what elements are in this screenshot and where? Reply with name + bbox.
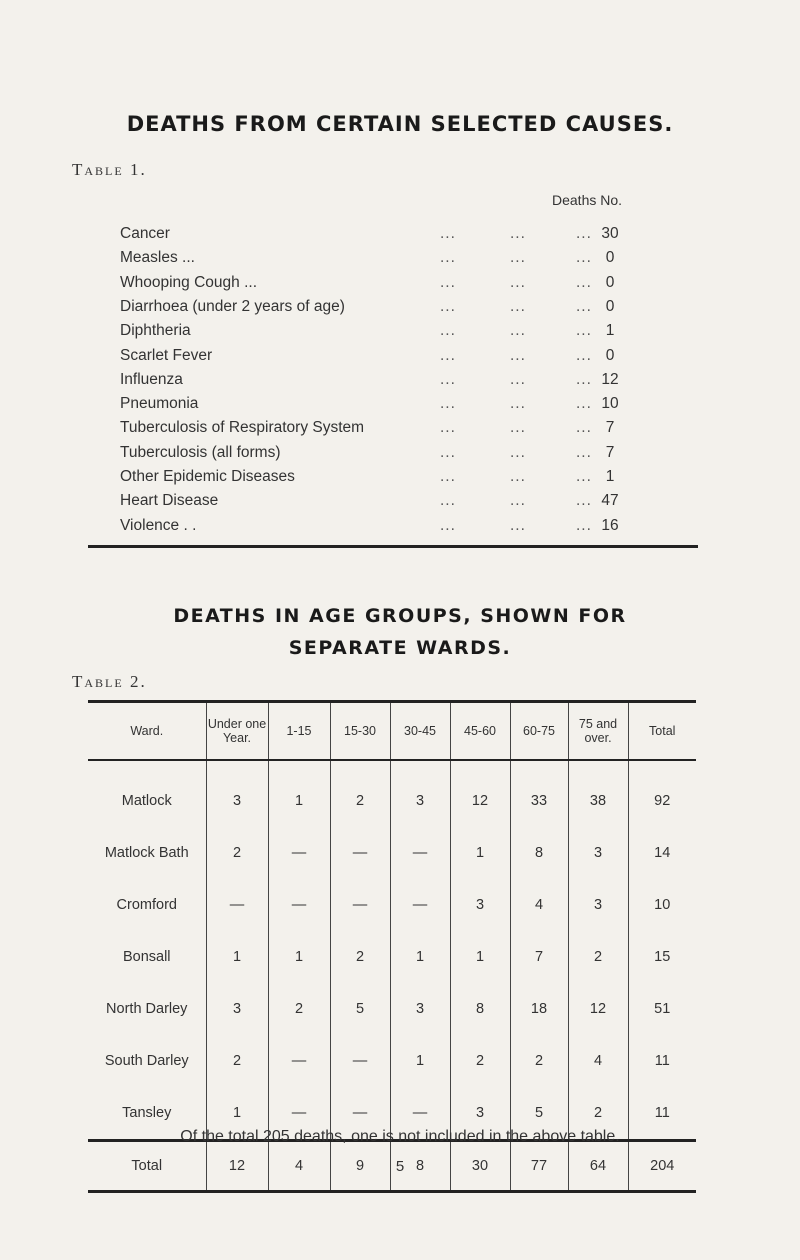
table-cell: — <box>390 879 450 931</box>
column-header: 30-45 <box>390 702 450 761</box>
table-cell: 51 <box>628 983 696 1035</box>
cause-row: ... ... ... Measles ... 0 <box>120 249 630 271</box>
total-cell: 30 <box>450 1141 510 1192</box>
column-header: 60-75 <box>510 702 568 761</box>
table-cell: 4 <box>510 879 568 931</box>
cause-row: ... ... ... Whooping Cough ... 0 <box>120 274 630 296</box>
total-cell: 8 <box>390 1141 450 1192</box>
table-cell: — <box>268 827 330 879</box>
heading-separate-wards: SEPARATE WARDS. <box>288 637 512 659</box>
cause-name: Tuberculosis of Respiratory System <box>120 419 368 437</box>
total-cell: 77 <box>510 1141 568 1192</box>
table-cell: 1 <box>450 931 510 983</box>
table-cell: 3 <box>206 983 268 1035</box>
total-cell: 4 <box>268 1141 330 1192</box>
ward-name-cell: Cromford <box>116 897 177 913</box>
cause-name: Other Epidemic Diseases <box>120 468 299 486</box>
table-cell: 3 <box>206 760 268 827</box>
table-cell: 2 <box>206 1035 268 1087</box>
cause-name: Measles ... <box>120 249 199 267</box>
table-cell: 33 <box>510 760 568 827</box>
heading-age-groups: DEATHS IN AGE GROUPS, SHOWN FOR <box>173 605 627 627</box>
table-cell: 1 <box>206 1087 268 1141</box>
table-row <box>88 760 696 827</box>
table-cell: 38 <box>568 760 628 827</box>
total-cell: 9 <box>330 1141 390 1192</box>
table-cell: 10 <box>628 879 696 931</box>
table-cell: 1 <box>268 931 330 983</box>
cause-name: Violence . . <box>120 517 200 535</box>
table-cell: 7 <box>510 931 568 983</box>
table-cell: 2 <box>568 1087 628 1141</box>
table-cell: — <box>390 1087 450 1141</box>
table-cell: — <box>206 879 268 931</box>
total-cell: 64 <box>568 1141 628 1192</box>
cause-name: Influenza <box>120 371 187 389</box>
cause-name: Pneumonia <box>120 395 202 413</box>
cause-deaths-value: 47 <box>601 492 619 510</box>
cause-deaths-value: 10 <box>601 395 619 413</box>
table-cell: 2 <box>450 1035 510 1087</box>
cause-name: Diarrhoea (under 2 years of age) <box>120 298 349 316</box>
cause-row: ... ... ... Influenza 12 <box>120 371 630 393</box>
ward-name-cell: Matlock <box>121 793 172 809</box>
table-cell: 5 <box>510 1087 568 1141</box>
column-header: 45-60 <box>450 702 510 761</box>
cause-row: ... ... ... Diarrhoea (under 2 years of age) 0 <box>120 298 630 320</box>
table-cell: 15 <box>628 931 696 983</box>
table-cell: 3 <box>390 983 450 1035</box>
table-cell: 3 <box>568 827 628 879</box>
cause-deaths-value: 7 <box>605 443 615 461</box>
column-header: 1-15 <box>268 702 330 761</box>
table-cell: 2 <box>206 827 268 879</box>
cause-row: ... ... ... Scarlet Fever 0 <box>120 347 630 369</box>
ward-name-cell: Bonsall <box>122 949 171 965</box>
table-cell: 2 <box>330 760 390 827</box>
cause-deaths-value: 0 <box>605 346 615 364</box>
cause-deaths-value: 1 <box>605 468 615 485</box>
table-cell: — <box>330 879 390 931</box>
cause-row: ... ... ... Other Epidemic Diseases 1 <box>120 468 630 490</box>
table-cell: — <box>390 827 450 879</box>
table-row <box>88 1035 696 1087</box>
table-cell: — <box>330 1035 390 1087</box>
cause-name: Scarlet Fever <box>120 347 216 365</box>
cause-name: Cancer <box>120 225 174 243</box>
table-cell: 5 <box>330 983 390 1035</box>
table-cell: 14 <box>628 827 696 879</box>
table-cell: — <box>268 1087 330 1141</box>
page-number: 5 <box>395 1158 405 1175</box>
cause-name: Diphtheria <box>120 322 195 340</box>
table-cell: 3 <box>568 879 628 931</box>
ward-name-cell: North Darley <box>106 1001 188 1017</box>
cause-deaths-value: 12 <box>601 370 619 388</box>
footnote: Of the total 205 deaths, one is not included in the above table. <box>180 1128 620 1145</box>
table-cell: 2 <box>510 1035 568 1087</box>
column-header: Ward. <box>88 702 206 761</box>
table-cell: 12 <box>568 983 628 1035</box>
table-cell: 2 <box>568 931 628 983</box>
ward-name-cell: Matlock Bath <box>104 845 189 861</box>
column-header: 75 and over. <box>568 702 628 761</box>
column-header: 15-30 <box>330 702 390 761</box>
table-cell: 1 <box>450 827 510 879</box>
table-cell: — <box>268 879 330 931</box>
cause-name: Tuberculosis (all forms) <box>120 444 285 462</box>
cause-name: Whooping Cough ... <box>120 274 261 292</box>
ward-age-table <box>88 700 696 1193</box>
heading-selected-causes: DEATHS FROM CERTAIN SELECTED CAUSES. <box>126 112 674 136</box>
cause-deaths-value: 30 <box>601 225 619 242</box>
cause-row: ... ... ... Cancer 30 <box>120 225 630 247</box>
cause-row: ... ... ... Heart Disease 47 <box>120 492 630 514</box>
column-header: Under one Year. <box>206 702 268 761</box>
table-cell: 3 <box>450 1087 510 1141</box>
table1-label: Table 1. <box>72 160 147 179</box>
cause-row: ... ... ... Diphtheria 1 <box>120 322 630 344</box>
table-cell: 1 <box>390 1035 450 1087</box>
table-cell: 2 <box>268 983 330 1035</box>
divider-rule <box>88 545 698 548</box>
column-header: Total <box>628 702 696 761</box>
table-cell: 18 <box>510 983 568 1035</box>
table-cell: 11 <box>628 1087 696 1141</box>
table-cell: — <box>330 1087 390 1141</box>
table2-label: Table 2. <box>72 672 147 691</box>
ward-name-cell: South Darley <box>104 1053 189 1069</box>
total-label-cell: Total <box>88 1141 206 1192</box>
cause-deaths-value: 7 <box>605 419 615 437</box>
table-cell: 1 <box>268 760 330 827</box>
cause-deaths-value: 1 <box>605 322 615 340</box>
ward-name-cell: Tansley <box>122 1105 172 1121</box>
cause-deaths-value: 0 <box>605 249 615 267</box>
table-cell: 92 <box>628 760 696 827</box>
table-row <box>88 931 696 983</box>
cause-row: ... ... ... Tuberculosis of Respiratory System 7 <box>120 419 630 441</box>
table-cell: 3 <box>390 760 450 827</box>
table-cell: — <box>268 1035 330 1087</box>
deaths-no-header: Deaths No. <box>552 192 623 208</box>
cause-deaths-value: 16 <box>601 516 619 534</box>
cause-name: Heart Disease <box>120 492 222 510</box>
table-cell: 11 <box>628 1035 696 1087</box>
table-row <box>88 879 696 931</box>
cause-deaths-value: 0 <box>605 297 615 315</box>
table-cell: 8 <box>510 827 568 879</box>
table-cell: 1 <box>390 931 450 983</box>
table-cell: 2 <box>330 931 390 983</box>
cause-row: ... ... ... Pneumonia 10 <box>120 395 630 417</box>
table-header-row <box>88 702 696 761</box>
total-cell: 12 <box>206 1141 268 1192</box>
table-row <box>88 983 696 1035</box>
table-row <box>88 827 696 879</box>
table-cell: 4 <box>568 1035 628 1087</box>
cause-deaths-value: 0 <box>605 273 615 291</box>
table-cell: 12 <box>450 760 510 827</box>
cause-row: ... ... ... Violence . . 16 <box>120 517 630 539</box>
table-cell: — <box>330 827 390 879</box>
table-cell: 1 <box>206 931 268 983</box>
total-cell: 204 <box>628 1141 696 1192</box>
table-cell: 8 <box>450 983 510 1035</box>
table-cell: 3 <box>450 879 510 931</box>
cause-row: ... ... ... Tuberculosis (all forms) 7 <box>120 444 630 466</box>
